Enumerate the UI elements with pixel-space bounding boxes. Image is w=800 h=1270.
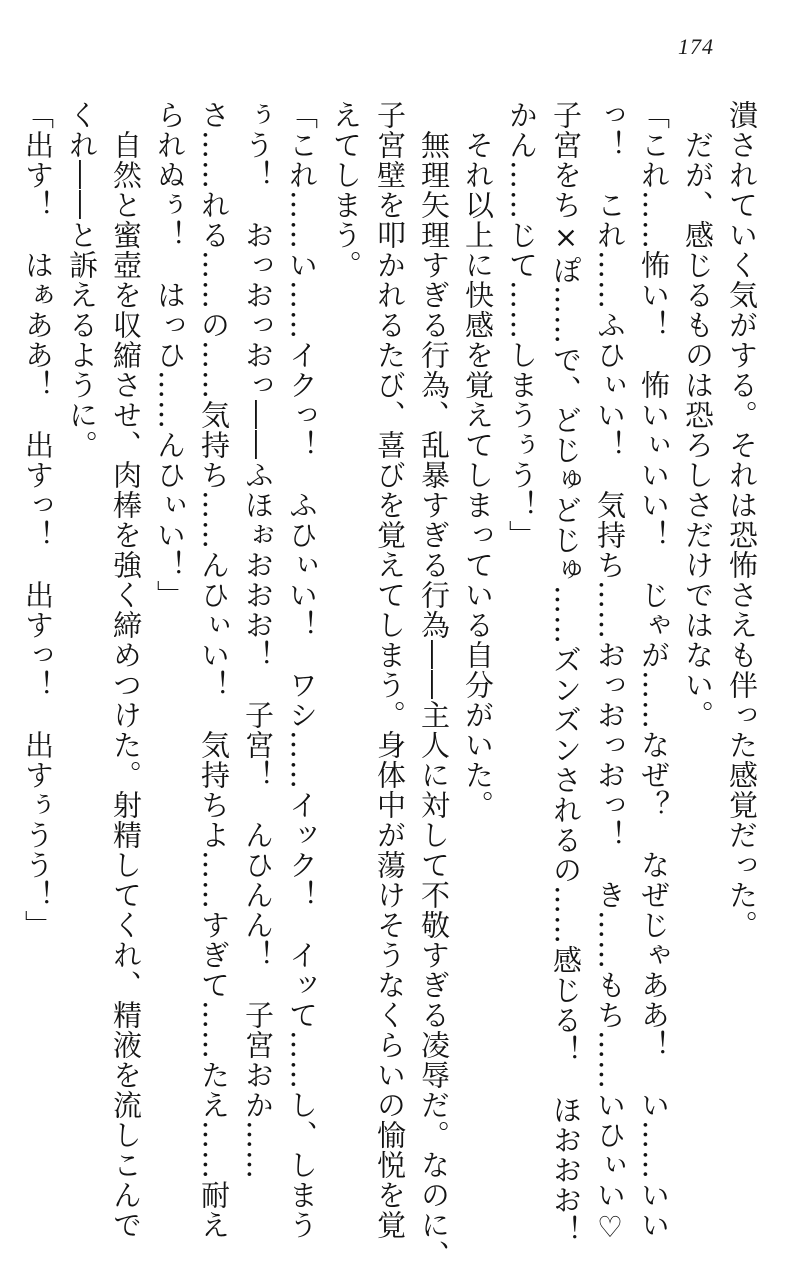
text-column: 子宮壁を叩かれるたび、喜びを覚えてしまう。身体中が蕩けそうなくらいの愉悦を覚 bbox=[373, 100, 407, 1240]
text-column: っ！ これ……ふひぃい！ 気持ち……おっおっおっ！ き……もち……いひぃい♡ bbox=[593, 100, 627, 1245]
text-column: 潰されていく気がする。それは恐怖さえも伴った感覚だった。 bbox=[725, 100, 759, 940]
text-column: だが、感じるものは恐ろしさだけではない。 bbox=[681, 100, 715, 730]
text-column: さ……れる……の……気持ち……んひぃい！ 気持ちよ……すぎて……たえ……耐え bbox=[197, 100, 231, 1240]
text-column: ぅう！ おっおっおっ――ふほぉおおお！ 子宮！ んひんん！ 子宮おか…… bbox=[241, 100, 275, 1180]
text-column: えてしまう。 bbox=[329, 100, 363, 280]
text-column: 自然と蜜壺を収縮させ、肉棒を強く締めつけた。射精してくれ、精液を流しこんで bbox=[109, 100, 143, 1240]
text-column: られぬぅ！ はっひ……んひぃい！」 bbox=[153, 100, 187, 610]
text-column: くれ――と訴えるように。 bbox=[65, 100, 99, 460]
text-column: 「これ……い……イクっ！ ふひぃい！ ワシ……イック！ イッて……し、しまう bbox=[285, 100, 319, 1240]
text-column: 無理矢理すぎる行為、乱暴すぎる行為――主人に対して不敬すぎる凌辱だ。なのに、 bbox=[417, 100, 451, 1270]
page-number: 174 bbox=[678, 34, 714, 59]
text-column: それ以上に快感を覚えてしまっている自分がいた。 bbox=[461, 100, 495, 820]
text-column: 「出す！ はぁああ！ 出すっ！ 出すっ！ 出すぅうう！」 bbox=[21, 100, 55, 940]
text-column: かん……じて……しまうぅう！」 bbox=[505, 100, 539, 550]
text-column: 「これ……怖い！ 怖いぃいい！ じゃが……なぜ？ なぜじゃああ！ い……いい bbox=[637, 100, 671, 1240]
text-column: 子宮をち×ぽ……で、どじゅどじゅ……ズンズンされるの……感じる！ ほおおお！ bbox=[549, 100, 583, 1245]
vertical-text-body bbox=[21, 100, 764, 1270]
